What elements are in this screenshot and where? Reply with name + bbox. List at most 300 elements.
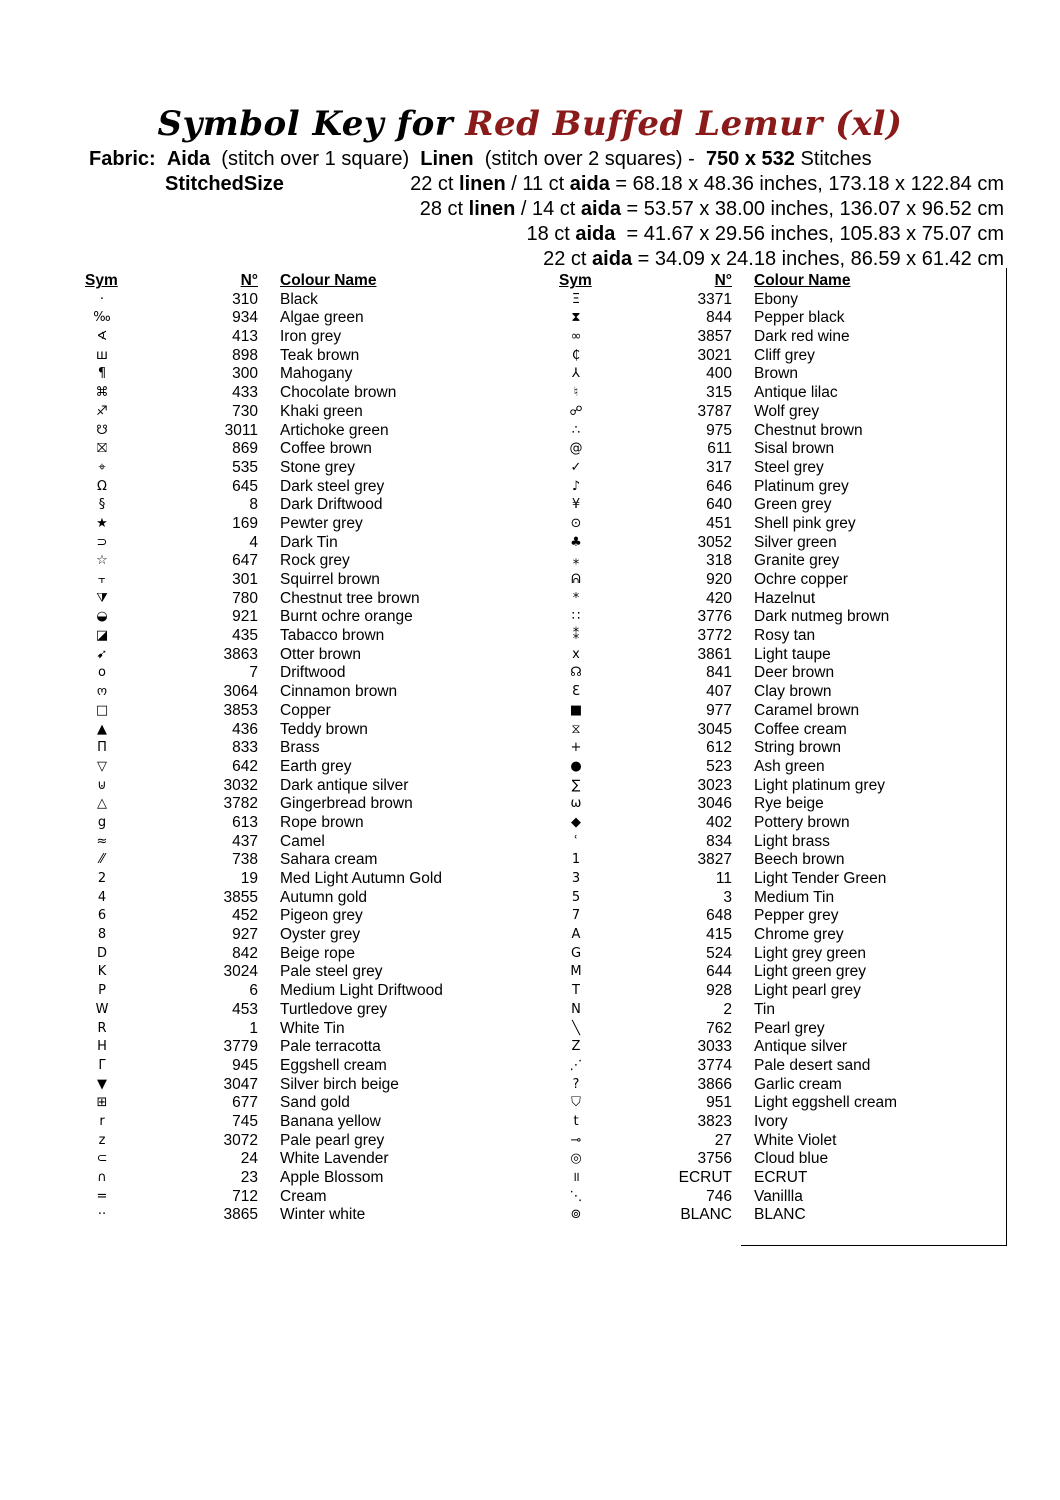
table-row — [82, 328, 443, 347]
symbol-key-right-column — [556, 272, 897, 1225]
table-row — [556, 627, 897, 646]
symbol-glyph-icon: ⊸ — [570, 1132, 582, 1148]
symbol-glyph-icon: ⧗ — [571, 310, 581, 326]
thread-number: 613 — [232, 813, 258, 831]
colour-name: Turtledove grey — [280, 1000, 388, 1018]
table-row — [556, 664, 897, 683]
table-row — [82, 590, 443, 609]
table-row — [556, 907, 897, 926]
thread-number: 3046 — [697, 795, 732, 813]
symbol-glyph-icon: ∞ — [570, 329, 582, 345]
symbol-glyph-icon: ⊙ — [570, 515, 582, 531]
thread-number: 612 — [706, 739, 732, 757]
thread-number: 3047 — [223, 1075, 258, 1093]
header-num: N° — [240, 272, 258, 289]
table-row — [82, 1113, 443, 1132]
thread-number: 435 — [232, 627, 258, 645]
symbol-glyph-icon: ⫟ — [98, 572, 106, 587]
colour-name: Granite grey — [754, 552, 840, 570]
thread-number: 3865 — [223, 1206, 258, 1224]
thread-number: 3052 — [697, 533, 732, 551]
table-row — [556, 1094, 897, 1113]
title-subject: Red Buffed Lemur (xl) — [465, 104, 903, 144]
table-row — [556, 1076, 897, 1095]
thread-number: 3861 — [697, 645, 732, 663]
symbol-glyph-icon: M — [570, 964, 582, 980]
colour-name: BLANC — [754, 1206, 806, 1224]
symbol-glyph-icon: ⌘ — [95, 385, 109, 401]
thread-number: 928 — [706, 982, 732, 1000]
table-row — [82, 1057, 443, 1076]
symbol-glyph-icon: ╲ — [572, 1020, 580, 1036]
colour-name: Mahogany — [280, 365, 353, 383]
table-row — [556, 403, 897, 422]
symbol-glyph-icon: A — [571, 927, 581, 943]
symbol-glyph-icon: ॥ — [572, 1170, 580, 1185]
symbol-glyph-icon: ➹ — [96, 646, 108, 662]
table-row — [556, 1001, 897, 1020]
colour-name: Pepper black — [754, 309, 845, 327]
table-row — [556, 496, 897, 515]
colour-name: Cream — [280, 1187, 327, 1205]
thread-number: 644 — [706, 963, 732, 981]
table-row — [556, 889, 897, 908]
column-header — [556, 272, 897, 291]
table-row — [556, 833, 897, 852]
colour-name: Platinum grey — [754, 477, 849, 495]
thread-number: 3045 — [697, 720, 732, 738]
thread-number: 413 — [232, 328, 258, 346]
colour-name: Shell pink grey — [754, 514, 856, 532]
thread-number: 400 — [706, 365, 732, 383]
table-row — [556, 291, 897, 310]
symbol-glyph-icon: ω — [570, 796, 582, 812]
symbol-glyph-icon: ★ — [96, 515, 108, 531]
thread-number: 3866 — [697, 1075, 732, 1093]
table-row — [82, 403, 443, 422]
table-row — [556, 478, 897, 497]
colour-name: Green grey — [754, 496, 832, 514]
thread-number: 842 — [232, 944, 258, 962]
symbol-glyph-icon: ⛉ — [571, 1095, 581, 1111]
thread-number: 407 — [706, 683, 732, 701]
thread-number: 646 — [706, 477, 732, 495]
thread-number: 433 — [232, 384, 258, 402]
stitch-dims: 750 x 532 — [705, 148, 795, 170]
table-row — [82, 851, 443, 870]
thread-number: 745 — [232, 1112, 258, 1130]
table-row — [82, 384, 443, 403]
thread-number: 23 — [240, 1169, 258, 1186]
thread-number: 19 — [240, 870, 258, 887]
colour-name: Sisal brown — [754, 440, 835, 458]
symbol-glyph-icon: ☊ — [570, 665, 582, 681]
table-row — [556, 571, 897, 590]
table-row — [556, 758, 897, 777]
thread-number: 834 — [706, 832, 732, 850]
thread-number: 3855 — [223, 888, 258, 906]
table-row — [82, 1206, 443, 1225]
colour-name: Brown — [754, 365, 798, 383]
colour-name: Ash green — [754, 757, 825, 775]
page-title — [0, 104, 1060, 144]
colour-name: Ochre copper — [754, 571, 848, 588]
symbol-glyph-icon: ·· — [97, 1207, 107, 1223]
colour-name: Ivory — [754, 1112, 788, 1130]
symbol-glyph-icon: H — [97, 1039, 107, 1055]
table-row — [556, 1188, 897, 1207]
aida-label: Aida — [166, 148, 211, 170]
colour-name: Garlic cream — [754, 1075, 842, 1093]
table-row — [82, 963, 443, 982]
colour-name: Deer brown — [754, 664, 835, 682]
size-row: 22 ct linen / 11 ct aida = 68.18 x 48.36 inches, 173.18 x 122.84 cm — [410, 173, 1004, 195]
colour-name: Eggshell cream — [280, 1056, 387, 1074]
colour-name: Silver green — [754, 533, 837, 551]
table-row — [82, 1038, 443, 1057]
stitched-size-label: StitchedSize — [165, 173, 284, 195]
thread-number: 927 — [232, 926, 258, 944]
symbol-glyph-icon: ♣ — [570, 534, 582, 550]
symbol-glyph-icon: ⋱ — [569, 1188, 583, 1204]
thread-number: 24 — [240, 1150, 258, 1168]
colour-name: Dark Driftwood — [280, 496, 383, 514]
colour-name: Banana yellow — [280, 1112, 381, 1130]
table-row — [82, 1150, 443, 1169]
table-row — [82, 907, 443, 926]
thread-number: 611 — [707, 440, 732, 458]
table-row — [556, 721, 897, 740]
thread-number: 3827 — [697, 851, 732, 869]
colour-name: Pewter grey — [280, 514, 363, 532]
thread-number: 3779 — [223, 1038, 258, 1056]
table-row — [556, 870, 897, 889]
thread-number: 977 — [706, 701, 732, 719]
colour-name: Teddy brown — [280, 720, 368, 738]
table-row — [82, 1076, 443, 1095]
thread-number: 3863 — [223, 645, 258, 663]
colour-name: Caramel brown — [754, 701, 860, 719]
aida-desc: (stitch over 1 square) — [221, 148, 410, 170]
title-lead: Symbol Key for — [157, 104, 454, 144]
table-row — [82, 889, 443, 908]
thread-number: 402 — [706, 813, 732, 831]
colour-name: Tabacco brown — [280, 627, 385, 645]
table-row — [82, 870, 443, 889]
table-row — [556, 1150, 897, 1169]
symbol-glyph-icon: ⊂ — [96, 1151, 108, 1167]
symbol-glyph-icon: ✓ — [570, 459, 582, 475]
colour-name: White Lavender — [280, 1150, 389, 1168]
colour-name: Medium Tin — [754, 888, 835, 906]
symbol-glyph-icon: 1 — [571, 852, 581, 868]
table-row — [82, 702, 443, 721]
colour-name: Light pearl grey — [754, 982, 861, 1000]
symbol-glyph-icon: ᕱ — [571, 572, 581, 587]
colour-name: Oyster grey — [280, 926, 361, 944]
symbol-glyph-icon: · — [99, 291, 105, 307]
symbol-glyph-icon: r — [99, 1113, 105, 1129]
table-row — [82, 833, 443, 852]
table-row — [82, 422, 443, 441]
colour-name: Light eggshell cream — [754, 1094, 898, 1112]
thread-number: 3776 — [697, 608, 732, 626]
thread-number: 415 — [706, 926, 732, 944]
thread-number: 420 — [706, 589, 732, 607]
thread-number: 451 — [706, 514, 732, 532]
colour-name: Khaki green — [280, 402, 363, 420]
table-row — [82, 440, 443, 459]
thread-number: 945 — [232, 1056, 258, 1074]
header-num: N° — [714, 272, 732, 289]
colour-name: White Tin — [280, 1019, 345, 1037]
symbol-glyph-icon: = — [96, 1188, 108, 1204]
symbol-glyph-icon: t — [573, 1113, 579, 1129]
thread-number: 746 — [706, 1187, 732, 1205]
symbol-glyph-icon: ∑ — [571, 777, 581, 793]
colour-name: Med Light Autumn Gold — [280, 870, 442, 887]
table-row — [556, 534, 897, 553]
colour-name: Light brass — [754, 832, 830, 850]
colour-name: Wolf grey — [754, 402, 820, 420]
table-row — [82, 1001, 443, 1020]
thread-number: 3772 — [697, 627, 732, 645]
symbol-glyph-icon: ◒ — [96, 609, 108, 625]
symbol-glyph-icon: ∩ — [97, 1170, 107, 1185]
thread-number: 310 — [232, 290, 258, 308]
symbol-glyph-icon: * — [572, 590, 580, 606]
thread-number: 833 — [232, 739, 258, 757]
colour-name: Algae green — [280, 309, 364, 327]
table-row — [82, 608, 443, 627]
table-row — [556, 814, 897, 833]
colour-name: Dark antique silver — [280, 776, 409, 794]
symbol-glyph-icon: ш — [96, 347, 108, 363]
colour-name: String brown — [754, 739, 842, 757]
thread-number: 920 — [706, 571, 732, 588]
symbol-glyph-icon: 7 — [571, 908, 581, 924]
colour-name: Hazelnut — [754, 589, 816, 607]
thread-number: 7 — [249, 664, 258, 682]
symbol-glyph-icon: ⊍ — [97, 777, 107, 793]
colour-name: Light grey green — [754, 944, 867, 962]
symbol-glyph-icon: ⋰ — [569, 1057, 583, 1073]
size-row: 18 ct aida = 41.67 x 29.56 inches, 105.83 x 75.07 cm — [526, 223, 1004, 245]
thread-number: 524 — [706, 944, 732, 962]
thread-number: 3 — [723, 888, 732, 906]
symbol-glyph-icon: ¥ — [571, 497, 581, 513]
symbol-glyph-icon: ∷ — [571, 609, 581, 625]
colour-name: Camel — [280, 832, 325, 850]
table-row — [82, 777, 443, 796]
colour-name: Cloud blue — [754, 1150, 829, 1168]
symbol-glyph-icon: △ — [97, 796, 107, 812]
thread-number: 3787 — [697, 402, 732, 420]
thread-number: 3064 — [223, 683, 258, 701]
colour-name: Gingerbread brown — [280, 795, 413, 813]
colour-name: Pigeon grey — [280, 907, 363, 925]
thread-number: 898 — [232, 346, 258, 364]
symbol-glyph-icon: ⊃ — [96, 534, 108, 550]
table-row — [556, 1113, 897, 1132]
colour-name: Pale terracotta — [280, 1038, 381, 1056]
colour-name: Chocolate brown — [280, 384, 397, 402]
symbol-glyph-icon: ● — [570, 758, 582, 774]
colour-name: Antique lilac — [754, 384, 838, 402]
table-row — [556, 1057, 897, 1076]
symbol-glyph-icon: □ — [95, 702, 109, 718]
thread-number: 645 — [232, 477, 258, 495]
symbol-glyph-icon: N — [571, 1001, 581, 1017]
symbol-glyph-icon: ⧩ — [96, 590, 108, 606]
symbol-glyph-icon: ⅄ — [572, 366, 580, 382]
table-row — [82, 627, 443, 646]
symbol-glyph-icon: ◪ — [95, 628, 109, 644]
stitch-word: Stitches — [800, 148, 872, 170]
symbol-glyph-icon: ■ — [569, 702, 583, 718]
colour-name: Chrome grey — [754, 926, 844, 944]
table-row — [556, 608, 897, 627]
thread-number: ECRUT — [678, 1169, 732, 1186]
thread-number: 3024 — [223, 963, 258, 981]
colour-name: ECRUT — [754, 1169, 808, 1186]
colour-name: Brass — [280, 739, 320, 757]
symbol-glyph-icon: ‰ — [93, 310, 111, 326]
symbol-glyph-icon: ▼ — [97, 1076, 107, 1092]
table-row — [82, 478, 443, 497]
symbol-glyph-icon: ⊚ — [570, 1207, 582, 1223]
colour-name: Iron grey — [280, 328, 342, 346]
thread-number: 640 — [706, 496, 732, 514]
table-row — [556, 1169, 897, 1188]
colour-name: Antique silver — [754, 1038, 848, 1056]
table-row — [82, 758, 443, 777]
symbol-glyph-icon: § — [98, 497, 106, 513]
colour-name: Rosy tan — [754, 627, 816, 645]
table-row — [82, 721, 443, 740]
symbol-glyph-icon: ∴ — [571, 422, 581, 438]
colour-name: Light taupe — [754, 645, 831, 663]
column-header — [82, 272, 443, 291]
table-row — [82, 926, 443, 945]
symbol-glyph-icon: T — [572, 983, 580, 999]
header-sym: Sym — [559, 272, 592, 289]
colour-name: Chestnut brown — [754, 421, 863, 439]
table-row — [82, 347, 443, 366]
thread-number: 315 — [706, 384, 732, 402]
table-row — [556, 459, 897, 478]
colour-name: Teak brown — [280, 346, 360, 364]
symbol-glyph-icon: 5 — [571, 889, 581, 905]
table-row — [556, 646, 897, 665]
symbol-glyph-icon: Ξ — [571, 291, 581, 307]
colour-name: Cinnamon brown — [280, 683, 398, 701]
colour-name: Tin — [754, 1000, 775, 1018]
thread-number: 1 — [249, 1019, 258, 1037]
thread-number: 647 — [232, 552, 258, 570]
thread-number: 318 — [706, 552, 732, 570]
table-row — [556, 309, 897, 328]
colour-name: Chestnut tree brown — [280, 589, 420, 607]
thread-number: 453 — [232, 1000, 258, 1018]
colour-name: Copper — [280, 701, 331, 719]
colour-name: Stone grey — [280, 458, 355, 476]
colour-name: Steel grey — [754, 458, 824, 476]
thread-number: 642 — [232, 757, 258, 775]
table-row — [82, 683, 443, 702]
colour-name: Coffee cream — [754, 720, 847, 738]
colour-name: Dark steel grey — [280, 477, 385, 495]
thread-number: 3033 — [697, 1038, 732, 1056]
table-row — [82, 982, 443, 1001]
thread-number: 3756 — [697, 1150, 732, 1168]
symbol-glyph-icon: W — [95, 1001, 109, 1017]
symbol-glyph-icon: z — [98, 1132, 106, 1148]
colour-name: Rye beige — [754, 795, 824, 813]
colour-name: Ebony — [754, 290, 798, 308]
thread-number: 677 — [232, 1094, 258, 1112]
colour-name: Dark Tin — [280, 533, 338, 551]
symbol-glyph-icon: Γ — [98, 1057, 106, 1073]
colour-name: Coffee brown — [280, 440, 372, 458]
table-row — [82, 515, 443, 534]
table-row — [556, 739, 897, 758]
colour-name: Beige rope — [280, 944, 355, 962]
fabric-label: Fabric: — [89, 148, 156, 170]
symbol-glyph-icon: ▽ — [97, 758, 107, 774]
symbol-glyph-icon: ☋ — [96, 422, 108, 438]
colour-name: Otter brown — [280, 645, 361, 663]
table-row — [556, 982, 897, 1001]
table-row — [82, 1188, 443, 1207]
table-row — [556, 1206, 897, 1225]
table-row — [556, 683, 897, 702]
table-row — [82, 1094, 443, 1113]
header-sym: Sym — [85, 272, 118, 289]
table-row — [556, 1020, 897, 1039]
thread-number: 452 — [232, 907, 258, 925]
symbol-glyph-icon: 2 — [97, 871, 107, 886]
linen-desc: (stitch over 2 squares) - — [484, 148, 695, 170]
colour-name: Pearl grey — [754, 1019, 825, 1037]
table-row — [82, 795, 443, 814]
header-colour-name: Colour Name — [754, 272, 851, 289]
colour-name: Burnt ochre orange — [280, 608, 413, 626]
symbol-glyph-icon: 8 — [97, 927, 107, 943]
colour-name: Light platinum grey — [754, 776, 885, 794]
table-row — [556, 328, 897, 347]
border-vertical — [1006, 268, 1007, 1246]
symbol-key-left-column — [82, 272, 443, 1225]
table-row — [556, 347, 897, 366]
thread-number: 27 — [714, 1131, 732, 1149]
thread-number: 437 — [232, 832, 258, 850]
table-row — [82, 945, 443, 964]
thread-number: 3774 — [697, 1056, 732, 1074]
symbol-glyph-icon: G — [570, 945, 582, 961]
colour-name: Light green grey — [754, 963, 867, 981]
colour-name: Pale desert sand — [754, 1056, 871, 1074]
table-row — [556, 795, 897, 814]
thread-number: 300 — [232, 365, 258, 383]
colour-name: Pale pearl grey — [280, 1131, 385, 1149]
table-row — [82, 459, 443, 478]
table-row — [556, 365, 897, 384]
colour-name: Winter white — [280, 1206, 366, 1224]
symbol-glyph-icon: ◆ — [571, 814, 581, 830]
symbol-glyph-icon: K — [97, 964, 107, 980]
colour-name: Pottery brown — [754, 813, 850, 831]
